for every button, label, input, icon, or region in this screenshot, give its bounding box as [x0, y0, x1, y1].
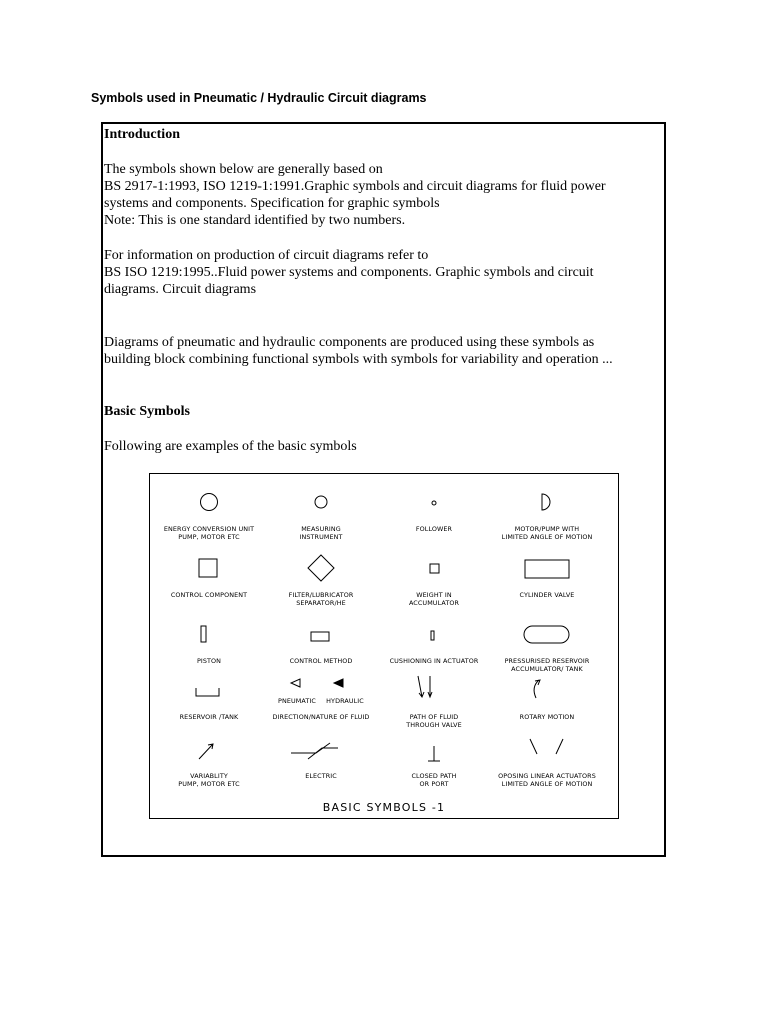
frame-bottom-rule: [101, 856, 666, 857]
symbol-label: VARIABLITY PUMP, MOTOR ETC: [178, 772, 240, 788]
symbol-label: OPOSING LINEAR ACTUATORS LIMITED ANGLE OF MOTION: [498, 772, 596, 788]
closed-path-icon: [428, 746, 440, 761]
symbol-label: WEIGHT IN ACCUMULATOR: [408, 591, 460, 607]
energy-conversion-circle-icon: [201, 494, 218, 511]
follower-circle-icon: [432, 501, 436, 505]
symbol-label: MEASURING INSTRUMENT: [299, 525, 343, 541]
intro-line: Note: This is one standard identified by two numbers.: [104, 213, 406, 228]
fluid-path-arrow-icon: [428, 676, 432, 697]
rotary-motion-arc-icon: [534, 680, 539, 698]
intro-line: The symbols shown below are generally based on: [104, 162, 383, 177]
symbol-label: CUSHIONING IN ACTUATOR: [389, 657, 479, 665]
basic-symbols-intro: Following are examples of the basic symbols: [104, 439, 357, 454]
weight-square-icon: [430, 564, 439, 573]
symbol-label: PRESSURISED RESERVOIR ACCUMULATOR/ TANK: [504, 657, 590, 673]
intro-line: BS ISO 1219:1995..Fluid power systems and components. Graphic symbols and circuit: [104, 265, 594, 280]
symbol-label: ELECTRIC: [305, 772, 337, 780]
filter-diamond-icon: [308, 555, 334, 581]
opposing-actuators-icon: [530, 739, 563, 754]
symbol-label: ENERGY CONVERSION UNIT PUMP, MOTOR ETC: [163, 525, 255, 541]
symbol-label: ROTARY MOTION: [519, 713, 575, 721]
page-title: Symbols used in Pneumatic / Hydraulic Circuit diagrams: [91, 91, 427, 105]
fluid-path-arrow-icon: [418, 676, 424, 697]
control-component-square-icon: [199, 559, 217, 577]
electric-icon: [291, 743, 338, 759]
symbols-caption: BASIC SYMBOLS -1: [322, 801, 446, 814]
symbol-label: FILTER/LUBRICATOR SEPARATOR/HE: [288, 591, 354, 607]
intro-line: Diagrams of pneumatic and hydraulic components are produced using these symbols as: [104, 335, 595, 350]
control-method-rect-icon: [311, 632, 329, 641]
pneumatic-triangle-icon: [291, 679, 300, 687]
pressurised-reservoir-icon: [524, 626, 569, 643]
symbol-label: CYLINDER VALVE: [519, 591, 575, 599]
symbol-label: CLOSED PATH OR PORT: [411, 772, 457, 788]
pneumatic-label: PNEUMATIC: [278, 697, 316, 705]
intro-line: For information on production of circuit diagrams refer to: [104, 248, 429, 263]
symbol-label: DIRECTION/NATURE OF FLUID: [272, 713, 370, 721]
symbol-label: PATH OF FLUID THROUGH VALVE: [406, 713, 462, 729]
intro-heading: Introduction: [104, 127, 180, 142]
symbol-label: CONTROL METHOD: [289, 657, 353, 665]
symbol-label: CONTROL COMPONENT: [170, 591, 248, 599]
symbol-label: MOTOR/PUMP WITH LIMITED ANGLE OF MOTION: [501, 525, 593, 541]
intro-line: building block combining functional symbols with symbols for variability and operation ...: [104, 352, 613, 367]
symbol-label: FOLLOWER: [415, 525, 453, 533]
reservoir-tank-icon: [196, 688, 219, 696]
intro-line: BS 2917-1:1993, ISO 1219-1:1991.Graphic symbols and circuit diagrams for fluid power: [104, 179, 606, 194]
intro-line: systems and components. Specification for graphic symbols: [104, 196, 440, 211]
cylinder-valve-rect-icon: [525, 560, 569, 578]
semicircle-motor-icon: [542, 494, 550, 510]
hydraulic-label: HYDRAULIC: [326, 697, 364, 705]
basic-symbols-figure: [149, 473, 619, 819]
piston-rect-icon: [201, 626, 206, 642]
cushioning-rect-icon: [431, 631, 434, 640]
hydraulic-triangle-icon: [334, 679, 343, 687]
measuring-instrument-circle-icon: [315, 496, 327, 508]
symbol-label: RESERVOIR /TANK: [179, 713, 239, 721]
intro-line: diagrams. Circuit diagrams: [104, 282, 257, 297]
basic-symbols-heading: Basic Symbols: [104, 404, 190, 419]
variability-arrow-icon: [199, 744, 213, 759]
symbol-label: PISTON: [196, 657, 222, 665]
